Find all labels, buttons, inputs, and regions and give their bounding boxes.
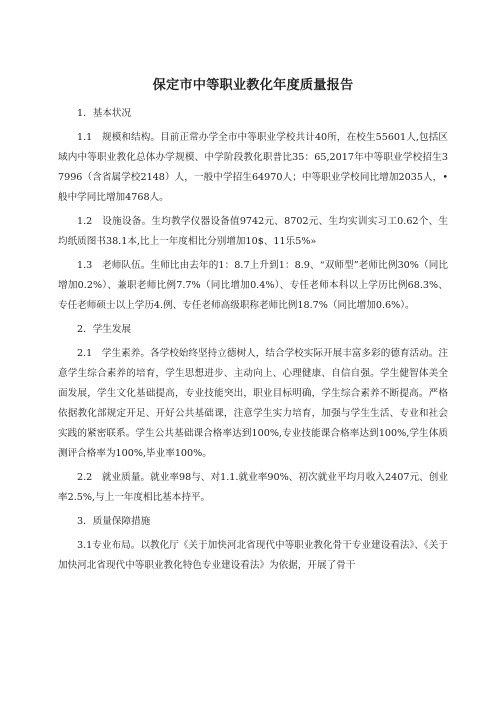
paragraph-employment: 2.2 就业质量。就业率98与、对1.1.就业率90%、初次就业平均月收入2407元、创业率2.5%,与上一年度相比基本持平。 [58,472,448,503]
paragraph-major-layout: 3.1专业布局。以教化厅《关于加快河北省现代中等职业教化骨干专业建设看法》、《关于加快河北省现代中等职业教化特色专业建设看法》为依据，开展了骨干 [58,540,448,571]
section-heading-student-development: 2．学生发展 [77,324,132,335]
paragraph-facilities: 1.2 设施设备。生均教学仪器设备值9742元、8702元、生均实训实习工0.62个、生均纸质图书38.1本,比上一年度相比分别增加10$、11乐5%» [58,216,448,247]
document-title: 保定市中等职业教化年度质量报告 [152,78,354,93]
paragraph-scale-structure: 1.1 规模和结构。目前正常办学全市中等职业学校共计40所，在校生55601人,包括区域内中等职业教化总体办学规模、中学阶段教化职普比35：65,2017年中等职业学校招生37996（含省属学校2148）人，一般中学招生64970人；中等职业学校同比增加2035人，•般中学同比增加4768人。 [58,132,448,203]
paragraph-student-quality: 2.1 学生素养。各学校始终坚持立德树人，结合学校实际开展丰富多彩的德育活动。注意学生综合素养的培育，学生思想进步、主动向上、心理健康、自信自强。学生健智体美全面发展，学生文化基础提高，专业技能突出，职业目标明确，学生综合素养不断提高。严格依据教化部规定开足、开好公共基础课，注意学生实力培育，加强与学生生活、专业和社会实践的紧密联系。学生公共基础课合格率达到100%,专业技能课合格率达到100%,学生体质测评合格率为100%,毕业率100%。 [58,348,448,459]
section-heading-basic-status: 1．基本状况 [77,108,132,119]
section-heading-quality-assurance: 3．质量保障措施 [77,516,151,527]
paragraph-teachers: 1.3 老师队伍。生师比由去年的1：8.7上升到1：8.9、“双师型”老师比例30%（同比增加0.2%）、兼职老师比例7.7%（同比增加0.4%）、专任老师本科以上学历比例68.3%、专任老师硕士以上学历4.例、专任老师高级职称老师比例18.7%（同比增加0.6%）。 [58,260,448,311]
